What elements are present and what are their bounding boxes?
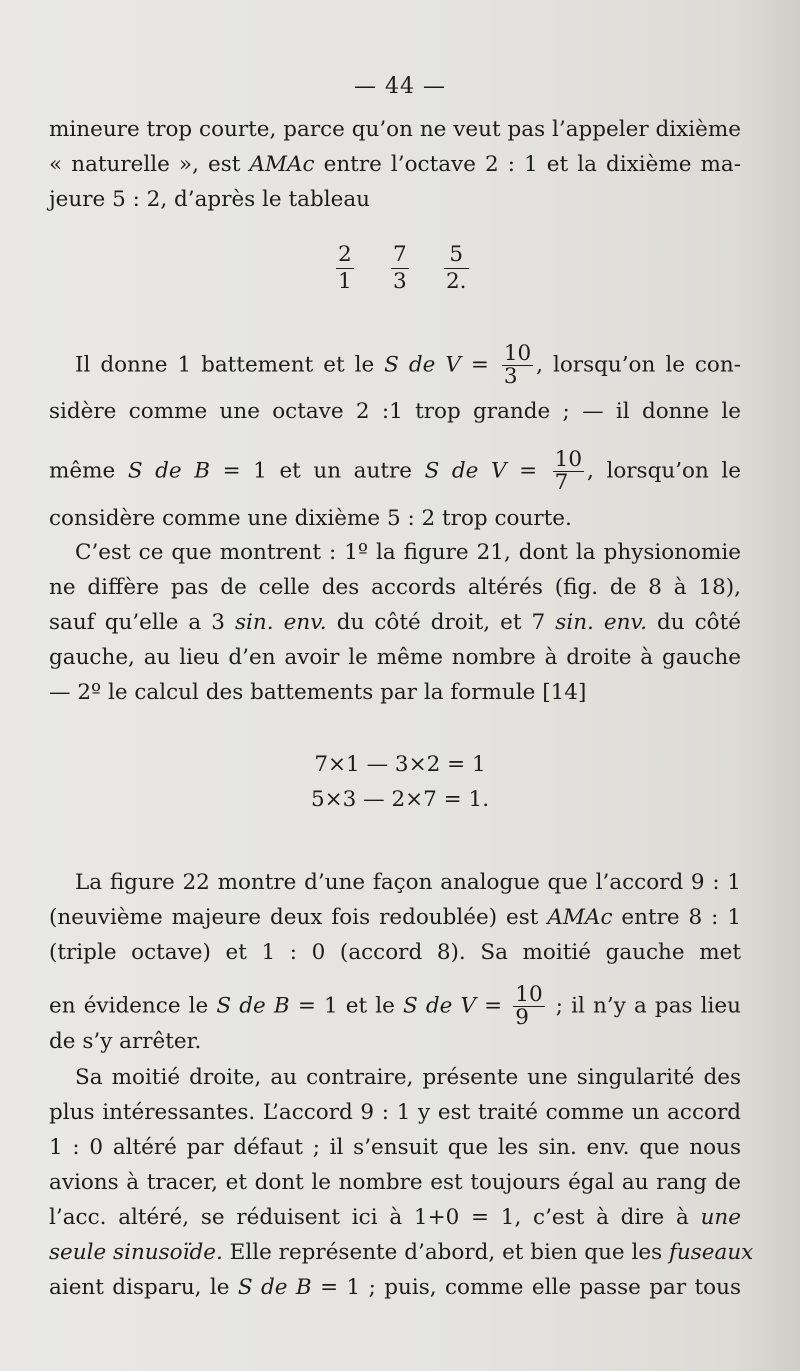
- text-line: [49, 904, 741, 932]
- fraction: [553, 449, 584, 494]
- fraction: [502, 343, 533, 388]
- fraction-numerator: 10: [554, 447, 583, 472]
- text-span: ; il n’y a pas lieu: [547, 993, 741, 1019]
- text-span: sidère comme une octave 2 :1 trop grande ; — il donne le: [49, 399, 741, 424]
- text-span: Sa moitié droite, au contraire, présente une singularité des: [75, 1065, 741, 1090]
- text-line: [49, 186, 741, 214]
- text-span: gauche, au lieu d’en avoir le même nombre à droite à gauche: [49, 645, 741, 670]
- text-span: l’acc. altéré, se réduisent ici à 1+0 = 1, c’est à dire à: [49, 1205, 701, 1230]
- italic-term: S de V: [424, 458, 507, 484]
- italic-term: seule sinusoïde.: [49, 1240, 223, 1265]
- fraction-numerator: 10: [503, 341, 532, 366]
- text-line: [49, 1099, 741, 1127]
- text-span: = 1 et le: [289, 993, 403, 1019]
- text-line: [49, 644, 741, 672]
- text-line: [75, 1064, 741, 1092]
- text-span: =: [460, 352, 499, 378]
- text-span: (neuvième majeure deux fois redoublée) est: [49, 905, 548, 930]
- text-line: [49, 1028, 741, 1056]
- text-line: [75, 539, 741, 567]
- italic-term: S de B: [216, 993, 290, 1019]
- text-span: , lorsqu’on le: [587, 458, 741, 484]
- text-span: (triple octave) et 1 : 0 (accord 8). Sa moitié gauche met: [49, 940, 741, 965]
- italic-term: S de B: [127, 458, 210, 484]
- text-span: entre l’octave 2 : 1 et la dixième ma-: [314, 152, 741, 177]
- page-number: — 44 —: [354, 74, 446, 99]
- fraction-denominator: 1: [338, 269, 352, 294]
- tableau-fraction: [333, 242, 357, 295]
- text-line: [75, 343, 741, 388]
- text-line: [49, 1239, 754, 1267]
- text-line: [49, 574, 741, 602]
- italic-term: sin. env.: [235, 610, 327, 635]
- fraction-numerator: 7: [393, 242, 407, 267]
- text-span: =: [506, 458, 550, 484]
- text-line: [49, 984, 741, 1029]
- fraction-numerator: 2: [338, 242, 352, 267]
- fraction-denominator: 2.: [446, 269, 467, 294]
- text-span: avions à tracer, et dont le nombre est toujours égal au rang de: [49, 1170, 741, 1195]
- italic-term: S de V: [384, 352, 461, 378]
- text-span: aient disparu, le: [49, 1275, 238, 1300]
- italic-term: S de V: [403, 993, 476, 1019]
- text-span: 1 : 0 altéré par défaut ; il s’ensuit que les sin. env. que nous: [49, 1135, 741, 1160]
- text-line: [49, 116, 741, 144]
- text-line: [49, 679, 609, 707]
- fraction-numerator: 10: [515, 982, 543, 1007]
- text-line: [49, 449, 741, 494]
- text-line: [49, 1169, 741, 1197]
- text-span: en évidence le: [49, 993, 217, 1019]
- fraction-denominator: 3: [503, 364, 518, 389]
- text-line: [49, 609, 741, 637]
- text-span: La figure 22 montre d’une façon analogue que l’accord 9 : 1: [75, 870, 741, 895]
- text-span: du côté: [646, 610, 741, 635]
- text-line: [49, 939, 741, 967]
- text-span: = 1 ; puis, comme elle passe par tous: [311, 1275, 741, 1300]
- fraction-numerator: 5: [444, 242, 469, 269]
- italic-term: une: [700, 1205, 741, 1230]
- tableau-fraction: [441, 242, 472, 295]
- text-span: =: [476, 993, 511, 1019]
- text-line: [49, 1204, 741, 1232]
- fraction: [513, 984, 544, 1029]
- text-span: « naturelle », est: [49, 152, 250, 177]
- text-line: [49, 398, 741, 426]
- text-span: ne diffère pas de celle des accords altérés (fig. de 8 à 18),: [49, 575, 741, 600]
- fraction-denominator: 7: [554, 470, 569, 495]
- italic-term: fuseaux: [668, 1240, 754, 1265]
- text-span: Il donne 1 battement et le: [75, 352, 385, 378]
- equation: 5×3 — 2×7 = 1.: [310, 787, 490, 812]
- equation: 7×1 — 3×2 = 1: [314, 752, 486, 777]
- text-span: entre 8 : 1: [612, 905, 742, 930]
- text-span: C’est ce que montrent : 1º la figure 21, dont la physionomie: [75, 540, 741, 565]
- text-span: , lorsqu’on le con-: [536, 352, 741, 378]
- text-line: [49, 505, 741, 533]
- italic-term: sin. env.: [555, 610, 647, 635]
- text-span: Elle représente d’abord, et bien que les: [222, 1240, 669, 1265]
- text-span: jeure 5 : 2, d’après le tableau: [49, 187, 370, 212]
- text-span: — 2º le calcul des battements par la formule [14]: [49, 680, 587, 705]
- text-span: de s’y arrêter.: [49, 1029, 202, 1054]
- italic-term: S de B: [237, 1275, 312, 1300]
- text-span: plus intéressantes. L’accord 9 : 1 y est traité comme un accord: [49, 1100, 741, 1125]
- text-span: mineure trop courte, parce qu’on ne veut pas l’appeler dixième: [49, 117, 741, 142]
- italic-term: AMAc: [249, 152, 315, 177]
- italic-term: AMAc: [547, 905, 613, 930]
- text-span: même: [49, 458, 128, 484]
- text-span: du côté droit, et 7: [326, 610, 556, 635]
- fraction-denominator: 3: [393, 269, 407, 294]
- text-line: [49, 1274, 741, 1302]
- text-line: [75, 869, 741, 897]
- fraction-denominator: 9: [515, 1005, 529, 1030]
- text-span: = 1 et un autre: [210, 458, 425, 484]
- text-line: [49, 1134, 741, 1162]
- text-span: sauf qu’elle a 3: [49, 610, 235, 635]
- tableau-fraction: [388, 242, 412, 295]
- text-span: considère comme une dixième 5 : 2 trop courte.: [49, 506, 572, 531]
- text-line: [49, 151, 741, 179]
